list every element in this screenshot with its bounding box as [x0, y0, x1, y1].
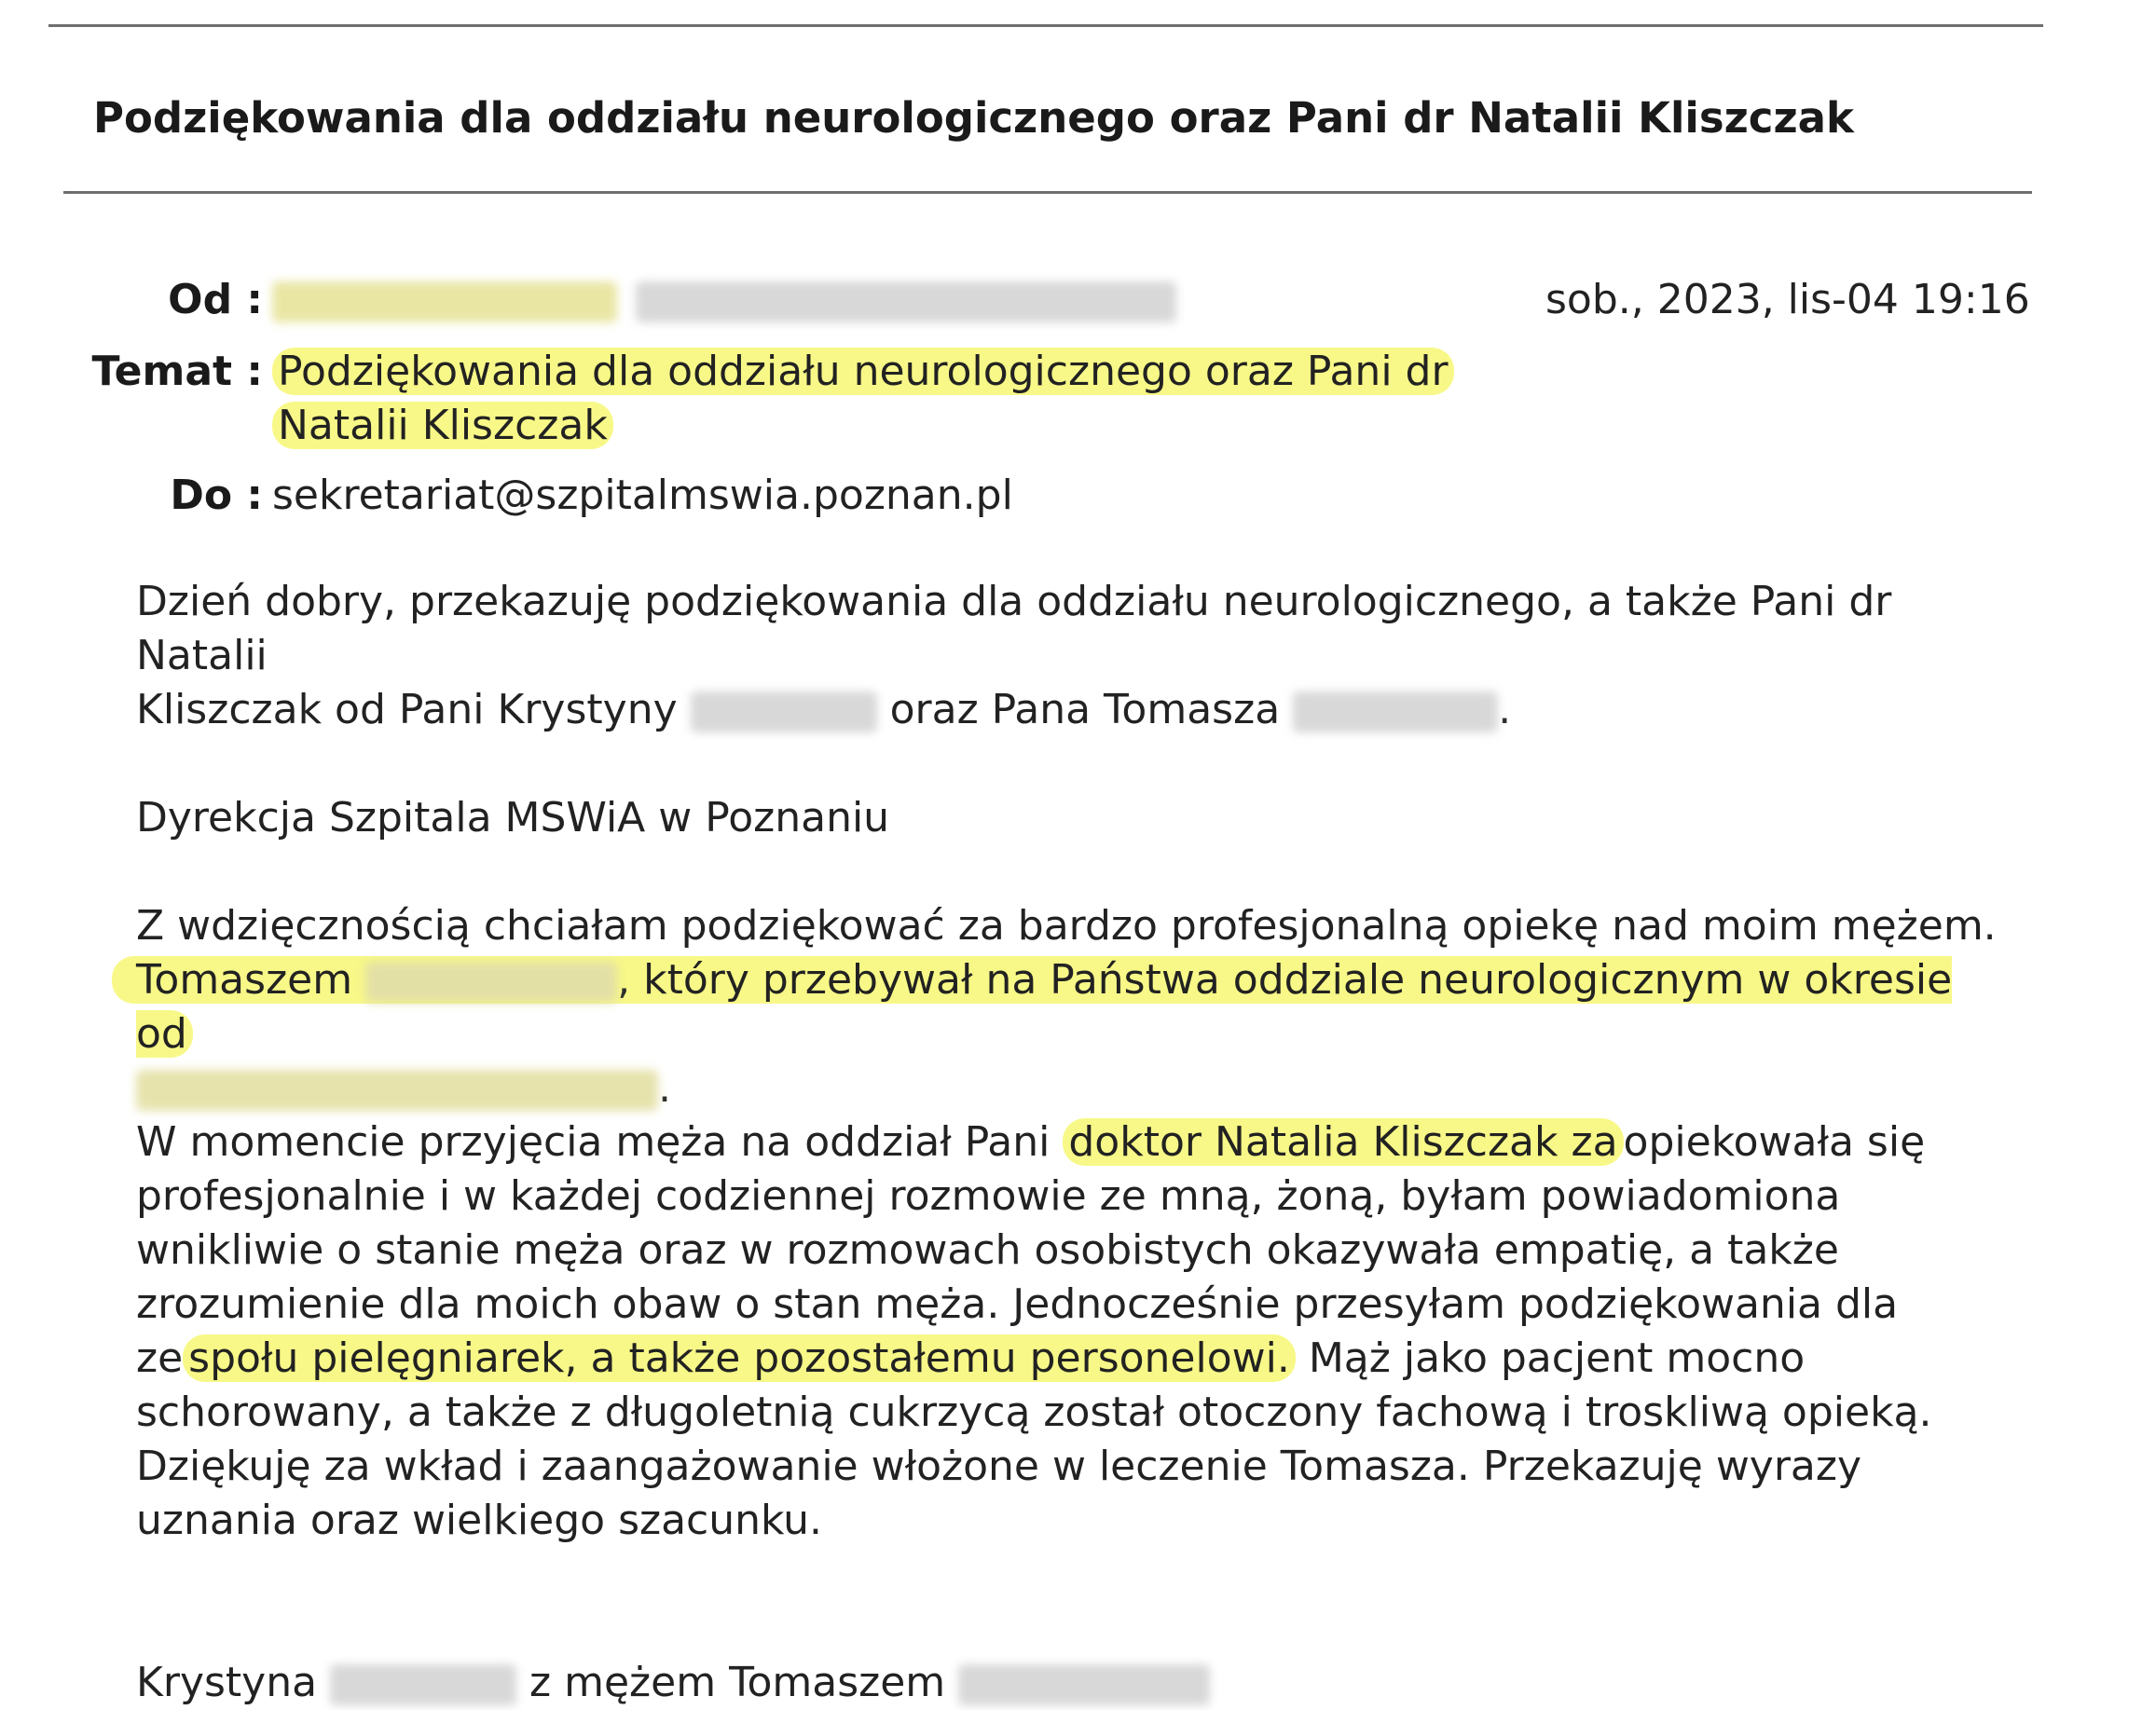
to-label: Do :: [170, 472, 263, 519]
redacted-surname: [1293, 691, 1498, 732]
thanks-name: Tomaszem: [136, 956, 353, 1004]
paragraph-main: [136, 1115, 2019, 1548]
greeting-text: Dzień dobry, przekazuję podziękowania dla oddziału neurologicznego, a także Pani dr Natalii: [136, 578, 1892, 679]
redacted-sender-name: [272, 281, 617, 322]
subject-label: Temat :: [91, 348, 263, 395]
doctor-highlight: doktor Natalia Kliszczak za: [1063, 1118, 1623, 1166]
greeting-period: .: [1498, 686, 1512, 733]
from-value: [272, 273, 1176, 327]
main-text-1: W momencie przyjęcia męża na oddział Pani: [136, 1118, 1064, 1166]
thanks-highlight: [112, 956, 1952, 1058]
staff-highlight: społu pielęgniarek, a także pozostałemu personelowi.: [183, 1334, 1296, 1382]
signature-text: z mężem Tomaszem: [529, 1659, 946, 1706]
paragraph-thanks: [136, 899, 2019, 1115]
subject-line-2: Natalii Kliszczak: [272, 402, 613, 449]
main-text-2: opiekowała się profesjonalnie i w każdej codziennej rozmowie ze mną, żoną, byłam powiadomiona wnikliwie o stanie męża oraz w rozmowach osobistych okazywała empatię, a także zrozumienie dla moich obaw o stan męża. Jednocześnie przesyłam podziękowania dla ze: [136, 1118, 1926, 1382]
to-value[interactable]: sekretariat@szpitalmswia.poznan.pl: [272, 472, 1013, 519]
redacted-surname: [691, 691, 877, 732]
page-title: Podziękowania dla oddziału neurologicznego oraz Pani dr Natalii Kliszczak: [93, 93, 1854, 143]
greeting-text-3: oraz Pana Tomasza: [889, 686, 1281, 733]
signature: [136, 1656, 2019, 1710]
from-label: Od :: [168, 276, 263, 323]
subject-line-1: Podziękowania dla oddziału neurologicznego oraz Pani dr: [272, 348, 1454, 395]
redacted-surname: [958, 1664, 1210, 1705]
redacted-surname: [365, 962, 617, 1003]
main-text-3: Mąż jako pacjent mocno schorowany, a także z długoletnią cukrzycą został otoczony fachową i troskliwą opieką. Dziękuję za wkład i zaangażowanie włożone w leczenie Tomasza. Przekazuję wyrazy uznania oraz wielkiego szacunku.: [136, 1334, 1932, 1544]
signature-name: Krystyna: [136, 1659, 318, 1706]
redacted-surname: [330, 1664, 516, 1705]
redacted-sender-email: [636, 281, 1176, 322]
redacted-date-range: [136, 1070, 658, 1111]
paragraph-greeting: [136, 575, 2019, 737]
greeting-text-2: Kliszczak od Pani Krystyny: [136, 686, 678, 733]
title-divider: [63, 191, 2032, 194]
thanks-text-2: , który przebywał na Państwa oddziale neurologicznym w okresie od: [136, 956, 1953, 1058]
email-date: sob., 2023, lis-04 19:16: [1545, 276, 2030, 323]
thanks-period: .: [658, 1064, 671, 1112]
top-divider: [48, 24, 2043, 27]
paragraph-addressee: Dyrekcja Szpitala MSWiA w Poznaniu: [136, 794, 890, 841]
thanks-text: Z wdzięcznością chciałam podziękować za bardzo profesjonalną opiekę nad moim mężem.: [136, 902, 1997, 950]
email-body: [136, 575, 2019, 1710]
subject-value: [272, 345, 1454, 453]
